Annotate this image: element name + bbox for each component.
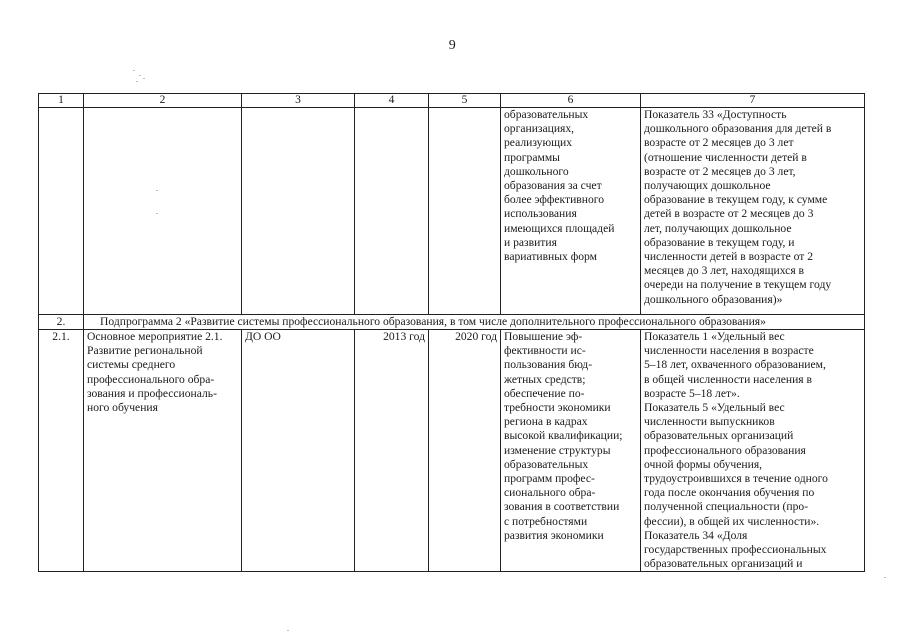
activity-number: 2.1. bbox=[39, 330, 84, 572]
page-number: 9 bbox=[448, 38, 457, 53]
activity-start-year: 2013 год bbox=[355, 330, 429, 572]
scan-speck bbox=[287, 630, 289, 631]
program-table bbox=[38, 93, 865, 572]
column-number: 2 bbox=[84, 94, 242, 108]
activity-end-year: 2020 год bbox=[429, 330, 501, 572]
scan-speck bbox=[136, 81, 138, 82]
scan-speck bbox=[143, 78, 145, 79]
indicator-cell: Показатель 33 «Доступность дошкольного образования для детей в возрасте от 2 месяцев до 3 лет (отношение численности детей в возрасте от 2 месяцев до 3 лет, получающих дошкольное образование в текущем году, к сумме детей в возрасте от 2 месяцев до 3 лет, получающих дошкольное образование в текущем году, и численности детей в возрасте от 2 месяцев до 3 лет, находящихся в очереди на получение в текущем году дошкольного образования)» bbox=[641, 108, 865, 315]
column-number: 5 bbox=[429, 94, 501, 108]
empty-cell bbox=[39, 108, 84, 315]
column-number-row bbox=[39, 94, 865, 108]
activity-name: Основное мероприятие 2.1. Развитие региональной системы среднего профессионального обра- зования и профессиональ- ного обучения bbox=[84, 330, 242, 572]
expected-result-cell: образовательных организациях, реализующих программы дошкольного образования за счет более эффективного использования имеющихся площадей и развития вариативных форм bbox=[501, 108, 641, 315]
empty-cell bbox=[242, 108, 355, 315]
scan-speck bbox=[133, 70, 135, 71]
scan-speck bbox=[139, 75, 141, 76]
subprogram-number: 2. bbox=[39, 315, 84, 330]
activity-row bbox=[39, 330, 865, 572]
continuation-row bbox=[39, 108, 865, 315]
subprogram-title: Подпрограмма 2 «Развитие системы профессионального образования, в том числе дополнительного профессионального образования» bbox=[84, 315, 865, 330]
empty-cell bbox=[355, 108, 429, 315]
column-number: 4 bbox=[355, 94, 429, 108]
activity-executor: ДО ОО bbox=[242, 330, 355, 572]
indicator-cell: Показатель 1 «Удельный вес численности населения в возрасте 5–18 лет, охваченного образованием, в общей численности населения в возрасте 5–18 лет». Показатель 5 «Удельный вес численности выпускников образовательных организаций профессионального образования очной формы обучения, трудоустроившихся в течение одного года после окончания обучения по полученной специальности (про- фессии), в общей их численности». Показатель 34 «Доля государственных профессиональных образовательных организаций и bbox=[641, 330, 865, 572]
empty-cell bbox=[84, 108, 242, 315]
column-number: 1 bbox=[39, 94, 84, 108]
empty-cell bbox=[429, 108, 501, 315]
subprogram-row bbox=[39, 315, 865, 330]
expected-result-cell: Повышение эф- фективности ис- пользования бюд- жетных средств; обеспечение по- требности экономики региона в кадрах высокой квалификации; изменение структуры образовательных программ профес- сионального обра- зования в соответствии с потребностями развития экономики bbox=[501, 330, 641, 572]
scan-speck bbox=[884, 577, 886, 578]
column-number: 6 bbox=[501, 94, 641, 108]
column-number: 3 bbox=[242, 94, 355, 108]
column-number: 7 bbox=[641, 94, 865, 108]
